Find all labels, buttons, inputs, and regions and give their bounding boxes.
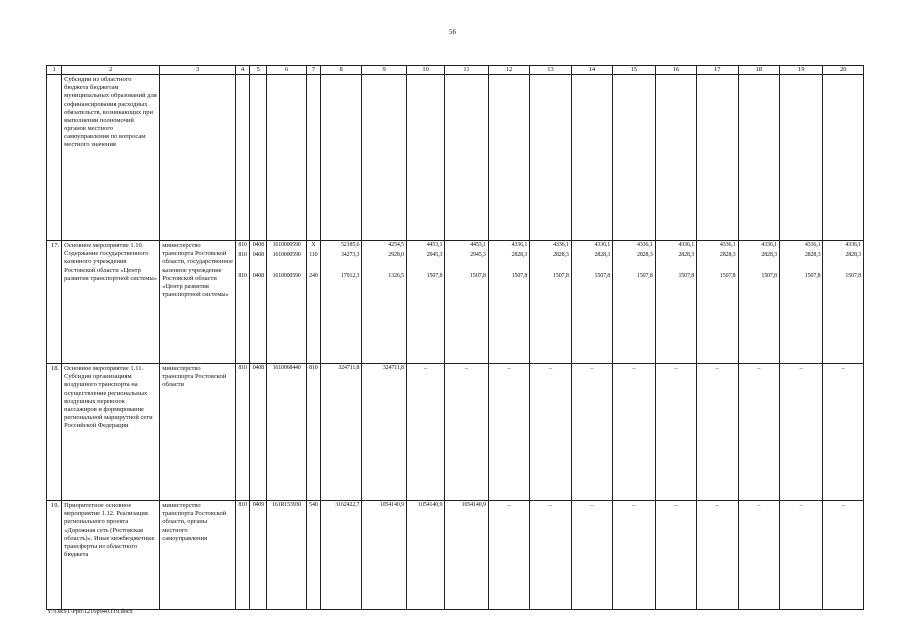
column-header: 11 bbox=[445, 66, 488, 75]
column-header: 5 bbox=[250, 66, 267, 75]
year-amount: – bbox=[613, 501, 655, 610]
cell-value: 0408 bbox=[252, 251, 264, 258]
cell-value: 1507,8 bbox=[761, 273, 777, 280]
empty-cell bbox=[738, 75, 779, 241]
event-name: Субсидии из областного бюджета бюджетам муниципальных образований для софинансирования расходных обязательств, возникающих при выполнении полномочий органов местного самоуправления по вопросам местного значения bbox=[62, 75, 160, 241]
cell-value: 17912,3 bbox=[340, 273, 360, 280]
year-amount bbox=[362, 241, 406, 364]
column-header: 19 bbox=[779, 66, 822, 75]
year-amount bbox=[655, 241, 696, 364]
cell-value: 2828,3 bbox=[761, 251, 777, 258]
year-amount: – bbox=[530, 501, 571, 610]
year-amount: 1054140,9 bbox=[445, 501, 488, 610]
empty-cell bbox=[779, 75, 822, 241]
event-name: Основное мероприятие 1.11. Субсидии организациям воздушного транспорта на осуществление региональных воздушных перевозок пассажиров и формирование региональной маршрутной сети Российской Федерации bbox=[62, 364, 160, 501]
year-amount: – bbox=[779, 501, 822, 610]
rz-pr-code: 0409 bbox=[250, 501, 267, 610]
cell-value: 4336,1 bbox=[594, 242, 611, 249]
empty-cell bbox=[697, 75, 738, 241]
cell-value: 1326,5 bbox=[388, 273, 404, 280]
empty-cell bbox=[613, 75, 655, 241]
column-header: 6 bbox=[267, 66, 306, 75]
year-amount bbox=[823, 241, 864, 364]
cell-value: 4336,1 bbox=[511, 242, 528, 249]
vr-code: 540 bbox=[306, 501, 320, 610]
year-amount: – bbox=[406, 364, 444, 501]
cell-value: 2945,3 bbox=[426, 251, 443, 258]
empty-cell bbox=[362, 75, 406, 241]
cell-value: 1507,8 bbox=[594, 273, 611, 280]
cell-value: 240 bbox=[309, 273, 318, 280]
table-row bbox=[47, 501, 864, 610]
column-header: 12 bbox=[488, 66, 529, 75]
column-header: 15 bbox=[613, 66, 655, 75]
empty-cell bbox=[530, 75, 571, 241]
executor bbox=[160, 75, 236, 241]
empty-cell bbox=[406, 75, 444, 241]
total-amount bbox=[320, 241, 361, 364]
year-amount bbox=[406, 241, 444, 364]
table-row bbox=[47, 241, 864, 364]
year-amount: – bbox=[823, 501, 864, 610]
cell-value: 2828,3 bbox=[678, 251, 695, 258]
column-header: 18 bbox=[738, 66, 779, 75]
column-header: 14 bbox=[571, 66, 612, 75]
column-header: 20 bbox=[823, 66, 864, 75]
cell-value: 1507,8 bbox=[426, 273, 443, 280]
year-amount bbox=[697, 241, 738, 364]
column-header: 13 bbox=[530, 66, 571, 75]
column-header: 7 bbox=[306, 66, 320, 75]
year-amount: 1054140,9 bbox=[406, 501, 444, 610]
event-name: Основное мероприятие 1.10. Содержание государственного казенного учреждения Ростовской области «Центр развития транспортной системы» bbox=[62, 241, 160, 364]
row-number: 18. bbox=[47, 364, 62, 501]
gr-code: 810 bbox=[236, 364, 250, 501]
cell-value: 2945,3 bbox=[470, 251, 486, 258]
cell-value: 4336,1 bbox=[678, 242, 695, 249]
year-amount: – bbox=[655, 501, 696, 610]
year-amount: – bbox=[445, 364, 488, 501]
event-name: Приоритетное основное мероприятие 1.12. Реализация регионального проекта «Дорожная сеть (Ростовская область)». Иные межбюджетные трансферты из областного бюджета bbox=[62, 501, 160, 610]
empty-cell bbox=[250, 75, 267, 241]
year-amount: – bbox=[571, 501, 612, 610]
cell-value: 1507,8 bbox=[553, 273, 569, 280]
table-header-row bbox=[47, 66, 864, 75]
cell-value: 1507,8 bbox=[804, 273, 821, 280]
column-header: 2 bbox=[62, 66, 160, 75]
table-row bbox=[47, 364, 864, 501]
executor: министерство транспорта Ростовской области bbox=[160, 364, 236, 501]
year-amount: – bbox=[571, 364, 612, 501]
empty-cell bbox=[306, 75, 320, 241]
cell-value: 810 bbox=[238, 251, 247, 258]
empty-cell bbox=[236, 75, 250, 241]
year-amount: – bbox=[488, 364, 529, 501]
column-header: 17 bbox=[697, 66, 738, 75]
cell-value: 1507,8 bbox=[845, 273, 861, 280]
budget-table bbox=[46, 65, 864, 610]
cell-value: X bbox=[311, 242, 316, 249]
cell-value: 34273,3 bbox=[340, 251, 360, 258]
empty-cell bbox=[320, 75, 361, 241]
cell-value: 1610000590 bbox=[272, 251, 301, 258]
year-amount: 1054140,9 bbox=[362, 501, 406, 610]
column-header: 10 bbox=[406, 66, 444, 75]
cell-value: 2828,3 bbox=[511, 251, 528, 258]
csr-code: 1610068440 bbox=[267, 364, 306, 501]
column-header: 1 bbox=[47, 66, 62, 75]
cell-value: 810 bbox=[238, 273, 247, 280]
year-amount: 324711,8 bbox=[362, 364, 406, 501]
cell-value: 4453,1 bbox=[470, 242, 486, 249]
cell-value: 4336,1 bbox=[761, 242, 777, 249]
empty-cell bbox=[571, 75, 612, 241]
gr-code: 810 bbox=[236, 501, 250, 610]
year-amount bbox=[738, 241, 779, 364]
year-amount: – bbox=[488, 501, 529, 610]
year-amount: – bbox=[530, 364, 571, 501]
cell-value: 4336,1 bbox=[804, 242, 821, 249]
column-header: 16 bbox=[655, 66, 696, 75]
rz-pr-code: 0408 bbox=[250, 364, 267, 501]
empty-cell bbox=[823, 75, 864, 241]
total-amount: 3162422,7 bbox=[320, 501, 361, 610]
cell-value: 1507,8 bbox=[636, 273, 653, 280]
vr-code: 810 bbox=[306, 364, 320, 501]
executor: министерство транспорта Ростовской области, органы местного самоуправления bbox=[160, 501, 236, 610]
year-amount bbox=[445, 241, 488, 364]
year-amount: – bbox=[779, 364, 822, 501]
cell-value: 2828,3 bbox=[804, 251, 821, 258]
cell-value: 1610000590 bbox=[272, 242, 301, 249]
year-amount: – bbox=[655, 364, 696, 501]
column-header: 8 bbox=[320, 66, 361, 75]
column-header: 3 bbox=[160, 66, 236, 75]
cell-value: 1610000590 bbox=[272, 273, 301, 280]
file-path-footer: Y:\ORST\Ppo\1216p940.f19.docx bbox=[47, 608, 133, 615]
year-amount: – bbox=[613, 364, 655, 501]
page-number: 56 bbox=[449, 28, 456, 36]
year-amount: – bbox=[697, 501, 738, 610]
empty-cell bbox=[488, 75, 529, 241]
row-number bbox=[47, 75, 62, 241]
cell-value: 2828,3 bbox=[719, 251, 736, 258]
row-number: 17. bbox=[47, 241, 62, 364]
cell-value: 4336,1 bbox=[719, 242, 736, 249]
year-amount: – bbox=[738, 501, 779, 610]
empty-cell bbox=[655, 75, 696, 241]
gr-code bbox=[236, 241, 250, 364]
cell-value: 1507,8 bbox=[719, 273, 736, 280]
year-amount: – bbox=[697, 364, 738, 501]
cell-value: 0408 bbox=[252, 242, 264, 249]
cell-value: 0408 bbox=[252, 273, 264, 280]
cell-value: 4336,1 bbox=[553, 242, 569, 249]
row-number: 19. bbox=[47, 501, 62, 610]
cell-value: 4254,5 bbox=[388, 242, 404, 249]
cell-value: 2828,3 bbox=[636, 251, 653, 258]
cell-value: 110 bbox=[309, 251, 318, 258]
cell-value: 4336,1 bbox=[636, 242, 653, 249]
cell-value: 1507,8 bbox=[470, 273, 486, 280]
executor: министерство транспорта Ростовской области, государственное казенное учреждение Ростовской области «Центр развития транспортной системы» bbox=[160, 241, 236, 364]
year-amount bbox=[613, 241, 655, 364]
year-amount bbox=[488, 241, 529, 364]
cell-value: 1507,8 bbox=[678, 273, 695, 280]
column-header: 9 bbox=[362, 66, 406, 75]
year-amount bbox=[779, 241, 822, 364]
empty-cell bbox=[267, 75, 306, 241]
vr-code bbox=[306, 241, 320, 364]
cell-value: 2828,3 bbox=[553, 251, 569, 258]
year-amount: – bbox=[823, 364, 864, 501]
year-amount bbox=[530, 241, 571, 364]
column-header: 4 bbox=[236, 66, 250, 75]
cell-value: 2928,0 bbox=[388, 251, 404, 258]
rz-pr-code bbox=[250, 241, 267, 364]
cell-value: 4453,1 bbox=[426, 242, 443, 249]
csr-code: 161R153930 bbox=[267, 501, 306, 610]
cell-value: 2828,3 bbox=[845, 251, 861, 258]
csr-code bbox=[267, 241, 306, 364]
total-amount: 324711,8 bbox=[320, 364, 361, 501]
cell-value: 2828,3 bbox=[594, 251, 611, 258]
year-amount: – bbox=[738, 364, 779, 501]
cell-value: 810 bbox=[238, 242, 247, 249]
cell-value: 1507,8 bbox=[511, 273, 528, 280]
year-amount bbox=[571, 241, 612, 364]
table-row bbox=[47, 75, 864, 241]
cell-value: 4336,1 bbox=[845, 242, 861, 249]
empty-cell bbox=[445, 75, 488, 241]
cell-value: 52185,6 bbox=[340, 242, 360, 249]
